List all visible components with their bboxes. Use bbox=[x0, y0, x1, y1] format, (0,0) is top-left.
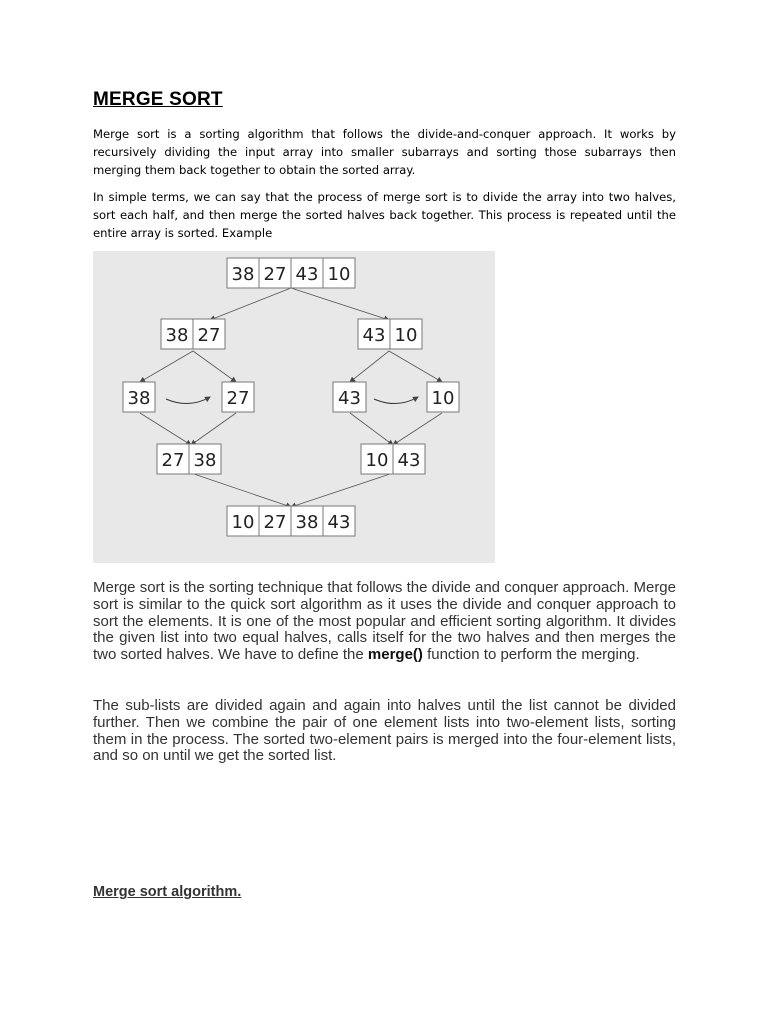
array-cell-value: 38 bbox=[295, 512, 319, 533]
intro-paragraph-2: In simple terms, we can say that the process of merge sort is to divide the array into two halves, sort each half, and then merge the sorted halves back together. This process is repeated until the entire array is sorted. Example bbox=[93, 190, 676, 240]
connector-line bbox=[210, 288, 291, 320]
connector-line bbox=[140, 351, 193, 382]
page-title: MERGE SORT bbox=[93, 89, 223, 110]
array-cell-value: 43 bbox=[295, 264, 319, 285]
array-cell-value: 27 bbox=[263, 512, 287, 533]
array-cell-value: 43 bbox=[338, 388, 361, 409]
connector-line bbox=[350, 413, 393, 445]
array-cell-value: 10 bbox=[327, 264, 351, 285]
array-cell-value: 43 bbox=[397, 450, 421, 471]
intro-paragraph-1: Merge sort is a sorting algorithm that follows the divide-and-conquer approach. It works by recursively dividing the input array into smaller subarrays and sorting those subarrays then merging them back together to obtain the sorted array. bbox=[93, 127, 676, 177]
connector-line bbox=[191, 413, 236, 445]
body-paragraph-1 bbox=[93, 580, 676, 664]
connector-line bbox=[291, 288, 389, 320]
body-paragraph-2: The sub-lists are divided again and again into halves until the list cannot be divided further. Then we combine the pair of one element lists into two-element lists, sorting them in the process. The sorted two-element pairs is merged into the four-element lists, and so on until we get the sorted list. bbox=[93, 697, 676, 765]
algorithm-heading: Merge sort algorithm. bbox=[93, 884, 242, 900]
array-cell-value: 27 bbox=[197, 325, 221, 346]
array-cell-value: 10 bbox=[431, 388, 455, 409]
connector-line bbox=[393, 413, 442, 445]
connector-line bbox=[193, 351, 236, 382]
array-cell-value: 38 bbox=[127, 388, 151, 409]
array-cell-value: 27 bbox=[161, 450, 185, 471]
merge-sort-diagram bbox=[93, 251, 495, 563]
array-cell-value: 38 bbox=[231, 264, 255, 285]
array-cell-value: 43 bbox=[327, 512, 351, 533]
array-cell-value: 43 bbox=[362, 325, 386, 346]
connector-line bbox=[389, 351, 442, 382]
array-cell-value: 27 bbox=[226, 388, 250, 409]
connector-line bbox=[350, 351, 389, 382]
swap-arrow bbox=[166, 397, 210, 404]
connector-line bbox=[191, 473, 291, 507]
body-paragraph-1-text-end: function to perform the merging. bbox=[422, 646, 640, 664]
array-cell-value: 38 bbox=[193, 450, 217, 471]
array-cell-value: 38 bbox=[165, 325, 189, 346]
swap-arrow bbox=[374, 397, 418, 404]
connector-line bbox=[140, 413, 191, 445]
array-cell-value: 10 bbox=[231, 512, 255, 533]
array-cell-value: 27 bbox=[263, 264, 287, 285]
connector-line bbox=[291, 473, 393, 507]
array-cell-value: 10 bbox=[365, 450, 389, 471]
body-paragraph-1-text-start: Merge sort is the sorting technique that follows the divide and conquer approach. Merge sort is similar to the quick sort algorithm as it uses the divide and conquer approach to sort the elements. It is one of the most popular and efficient sorting algorithm. It divides the given list into two equal halves, calls itself for the two halves and then merges the two sorted halves. We have to define the bbox=[93, 579, 676, 664]
array-cell-value: 10 bbox=[394, 325, 418, 346]
merge-function-name: merge() bbox=[367, 646, 423, 664]
